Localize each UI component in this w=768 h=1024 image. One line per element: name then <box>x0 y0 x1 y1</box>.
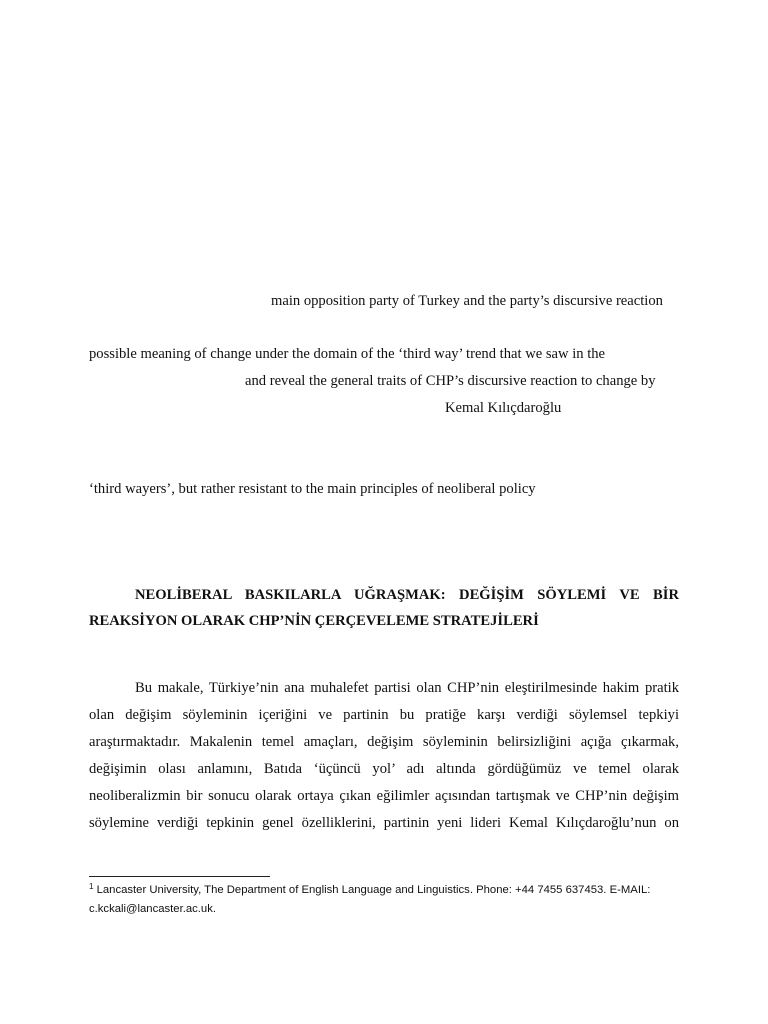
abstract-fragment-5: ‘third wayers’, but rather resistant to the main principles of neoliberal policy <box>89 481 536 497</box>
abstract-fragment-1: main opposition party of Turkey and the party’s discursive reaction <box>271 293 663 309</box>
abstract-fragment-4: Kemal Kılıçdaroğlu <box>445 400 562 416</box>
abstract-fragment-3: and reveal the general traits of CHP’s discursive reaction to change by <box>245 373 656 389</box>
turkish-abstract-line-5: neoliberalizmin bir sonucu olarak ortaya çıkan eğilimler açısından tartışmak ve CHP’nin değişim <box>89 788 679 804</box>
turkish-abstract-line-3: araştırmaktadır. Makalenin temel amaçları, değişim söyleminin belirsizliğini açığa çıkarmak, <box>89 734 679 750</box>
footnote-email[interactable]: c.kckali@lancaster.ac.uk. <box>89 903 216 915</box>
turkish-title-line-1: NEOLİBERAL BASKILARLA UĞRAŞMAK: DEĞİŞİM SÖYLEMİ VE BİR <box>135 587 679 603</box>
turkish-title-line-2: REAKSİYON OLARAK CHP’NİN ÇERÇEVELEME STRATEJİLERİ <box>89 613 539 629</box>
turkish-abstract-line-2: olan değişim söyleminin içeriğini ve partinin bu pratiğe karşı verdiği söylemsel tepkiyi <box>89 707 679 723</box>
footnote-separator <box>89 876 270 877</box>
turkish-abstract-line-1: Bu makale, Türkiye’nin ana muhalefet partisi olan CHP’nin eleştirilmesinde hakim pratik <box>135 680 679 696</box>
abstract-fragment-2: possible meaning of change under the domain of the ‘third way’ trend that we saw in the <box>89 346 606 362</box>
footnote-line-1 <box>89 882 650 898</box>
footnote-affiliation: Lancaster University, The Department of English Language and Linguistics. Phone: +44 7455 637453. E-MAIL: <box>96 884 651 896</box>
turkish-abstract-line-6: söylemine verdiği tepkinin genel özelliklerini, partinin yeni lideri Kemal Kılıçdaroğlu’nun on <box>89 815 679 831</box>
footnote-marker: 1 <box>89 882 94 891</box>
turkish-abstract-line-4: değişimin olası anlamını, Batıda ‘üçüncü yol’ adı altında gördüğümüz ve temel olarak <box>89 761 679 777</box>
